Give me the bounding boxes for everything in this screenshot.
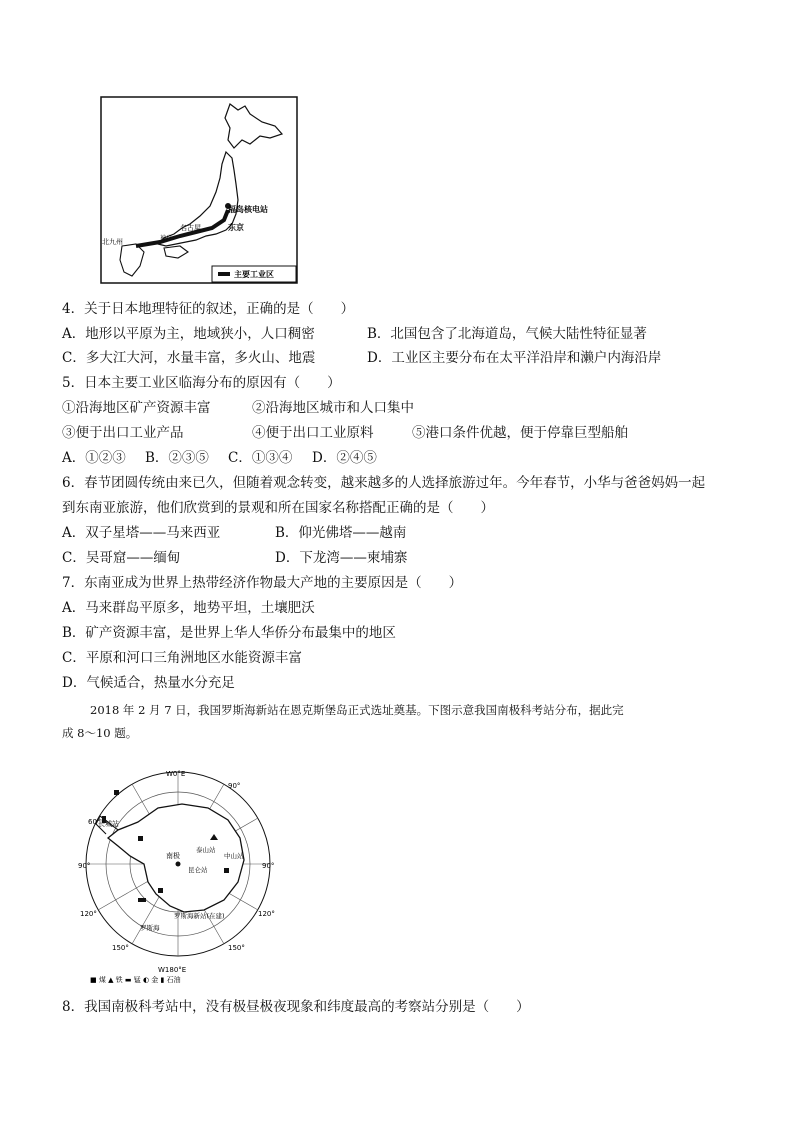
q4-option-c[interactable]: C．多大江大河，水量丰富，多火山、地震 bbox=[62, 350, 316, 366]
q7-option-a[interactable]: A．马来群岛平原多，地势平坦，土壤肥沃 bbox=[62, 600, 315, 616]
q6-option-b[interactable]: B．仰光佛塔——越南 bbox=[275, 525, 407, 541]
shikoku-island bbox=[164, 246, 188, 258]
hokkaido-island bbox=[225, 104, 282, 148]
label-kobe: 神户 bbox=[160, 235, 173, 242]
resource-legend: ■ 煤 ▲ 铁 ▬ 锰 ◐ 金 ▮ 石油 bbox=[90, 976, 181, 984]
japan-map bbox=[100, 96, 298, 284]
label-fukushima: 福岛核电站 bbox=[228, 205, 268, 214]
q6-option-c[interactable]: C．吴哥窟——缅甸 bbox=[62, 550, 181, 566]
lon-90-right: 90° bbox=[262, 862, 275, 870]
lon-60-left: 60° bbox=[88, 818, 101, 826]
lon-bottom-label: W180°E bbox=[158, 966, 187, 974]
lon-150-left: 150° bbox=[112, 944, 129, 952]
resource-coal-mark bbox=[114, 790, 119, 795]
japan-legend-label: 主要工业区 bbox=[234, 270, 274, 279]
q5-option-a[interactable]: A．①②③ bbox=[62, 450, 126, 466]
intro-line-1: 2018 年 2 月 7 日，我国罗斯海新站在恩克斯堡岛正式选址奠基。下图示意我国南极科考站分布，据此完 bbox=[90, 703, 624, 717]
q8-stem: 8．我国南极科考站中，没有极昼极夜现象和纬度最高的考察站分别是（ ） bbox=[62, 999, 530, 1015]
kunlun-station-label: 昆仑站 bbox=[188, 866, 208, 874]
lon-top-label: W0°E bbox=[166, 770, 186, 778]
q4-option-a[interactable]: A．地形以平原为主，地域狭小，人口稠密 bbox=[62, 326, 315, 342]
resource-coal-mark bbox=[224, 868, 229, 873]
lon-90-left: 90° bbox=[78, 862, 91, 870]
q5-option-c[interactable]: C．①③④ bbox=[228, 450, 293, 466]
kyushu-island bbox=[120, 244, 144, 276]
q6-option-d[interactable]: D．下龙湾——柬埔寨 bbox=[275, 550, 408, 566]
q6-stem-line2: 到东南亚旅游，他们欣赏到的景观和所在国家名称搭配正确的是（ ） bbox=[62, 500, 494, 516]
q4-option-d[interactable]: D．工业区主要分布在太平洋沿岸和濑户内海沿岸 bbox=[367, 350, 662, 366]
south-pole-label: 南极 bbox=[166, 852, 180, 860]
intro-line-2: 成 8～10 题。 bbox=[62, 726, 138, 740]
rosshai-station-label: 罗斯海新站(在建) bbox=[174, 912, 225, 920]
q6-option-a[interactable]: A．双子星塔——马来西亚 bbox=[62, 525, 221, 541]
lon-150-right: 150° bbox=[228, 944, 245, 952]
q7-stem: 7．东南亚成为世界上热带经济作物最大产地的主要原因是（ ） bbox=[62, 575, 463, 591]
label-kitakyushu: 北九州 bbox=[102, 238, 123, 246]
q5-item-5: ⑤港口条件优越，便于停靠巨型船舶 bbox=[412, 425, 628, 441]
q4-option-b[interactable]: B．北国包含了北海道岛，气候大陆性特征显著 bbox=[367, 326, 647, 342]
q6-stem-line1: 6．春节团圆传统由来已久，但随着观念转变，越来越多的人选择旅游过年。今年春节，小华与爸爸妈妈一起 bbox=[62, 475, 706, 491]
lon-top-right: 90° bbox=[228, 782, 241, 790]
q5-option-b[interactable]: B．②③⑤ bbox=[145, 450, 209, 466]
q7-option-b[interactable]: B．矿产资源丰富，是世界上华人华侨分布最集中的地区 bbox=[62, 625, 396, 641]
resource-coal-mark bbox=[138, 836, 143, 841]
label-nagoya: 名古屋 bbox=[180, 224, 201, 232]
south-pole-dot bbox=[176, 862, 181, 867]
taishan-station-label: 泰山站 bbox=[196, 846, 216, 854]
antarctica-map bbox=[78, 764, 278, 984]
q5-item-3: ③便于出口工业产品 bbox=[62, 425, 184, 441]
q7-option-c[interactable]: C．平原和河口三角洲地区水能资源丰富 bbox=[62, 650, 302, 666]
q5-option-d[interactable]: D．②④⑤ bbox=[312, 450, 377, 466]
resource-manganese-mark bbox=[138, 898, 146, 902]
q5-item-1: ①沿海地区矿产资源丰富 bbox=[62, 400, 211, 416]
resource-coal-mark bbox=[158, 888, 163, 893]
q5-item-2: ②沿海地区城市和人口集中 bbox=[252, 400, 414, 416]
changcheng-station-label: 长城站 bbox=[98, 820, 119, 828]
ross-sea-label: 罗斯海 bbox=[140, 924, 160, 932]
label-tokyo: 东京 bbox=[228, 223, 244, 232]
lon-120-right: 120° bbox=[258, 910, 275, 918]
q4-stem: 4．关于日本地理特征的叙述，正确的是（ ） bbox=[62, 301, 355, 317]
zhongshan-station-label: 中山站 bbox=[224, 852, 244, 860]
q5-item-4: ④便于出口工业原料 bbox=[252, 425, 374, 441]
q7-option-d[interactable]: D．气候适合，热量水分充足 bbox=[62, 675, 235, 691]
lon-120-left: 120° bbox=[80, 910, 97, 918]
legend-industrial-swatch bbox=[218, 272, 230, 276]
q5-stem: 5．日本主要工业区临海分布的原因有（ ） bbox=[62, 375, 341, 391]
